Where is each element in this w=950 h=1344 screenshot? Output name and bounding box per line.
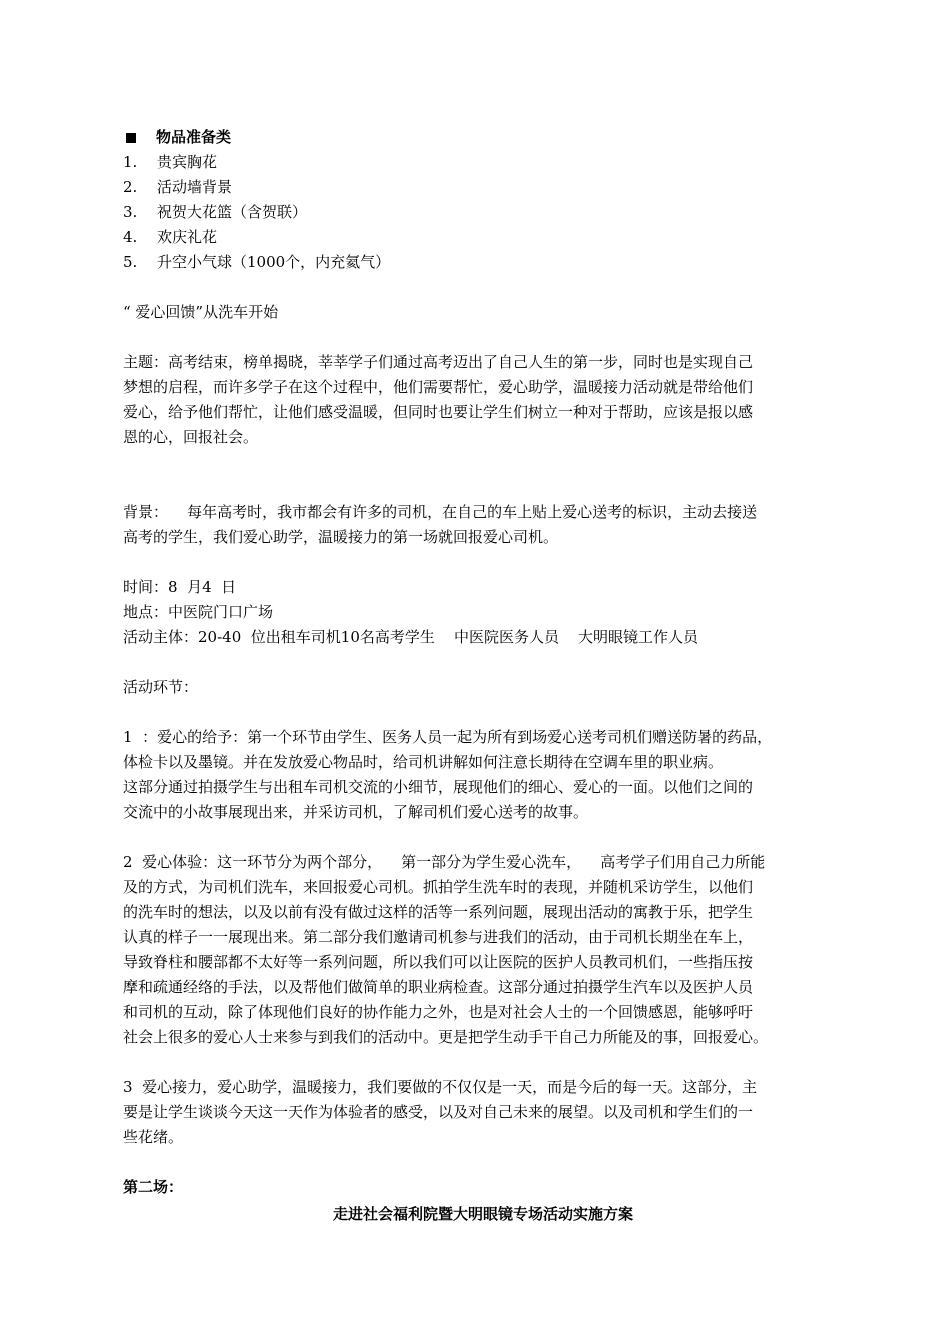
items-heading — [123, 125, 843, 150]
background-paragraph: 背景： 每年高考时，我市都会有许多的司机，在自己的车上贴上爱心送考的标识，主动去接送 高考的学生，我们爱心助学，温暖接力的第一场就回报爱心司机。 — [123, 503, 758, 546]
second-session-title: 走进社会福利院暨大明眼镜专场活动实施方案 — [332, 1205, 633, 1223]
theme-paragraph: 主题：高考结束，榜单揭晓，莘莘学子们通过高考迈出了自己人生的第一步，同时也是实现自己 梦想的启程，而许多学子在这个过程中，他们需要帮忙，爱心助学，温暖接力活动就是带给他们 爱心，给予他们帮忙，让他们感受温暖，但同时也要让学生们树立一种对于帮助，应该是报以感 恩的心，回报社会。 — [123, 353, 754, 446]
square-bullet-icon — [126, 133, 136, 143]
segments-label: 活动环节： — [123, 678, 199, 696]
list-item: 4. 欢庆礼花 — [123, 228, 218, 246]
event-title: “ 爱心回馈”从洗车开始 — [123, 303, 279, 321]
event-time: 时间：8 月4 日 — [123, 578, 237, 596]
items-heading-text: 物品准备类 — [156, 128, 232, 146]
list-item: 1. 贵宾胸花 — [123, 153, 218, 171]
list-item: 3. 祝贺大花篮（含贺联） — [123, 203, 308, 221]
event-place: 地点：中医院门口广场 — [123, 603, 274, 621]
document-body — [123, 125, 843, 1227]
second-session-label: 第二场： — [123, 1178, 184, 1196]
list-item: 5. 升空小气球（1000个，内充氦气） — [123, 253, 391, 271]
segment-1-paragraph: 1 ：爱心的给予：第一个环节由学生、医务人员一起为所有到场爱心送考司机们赠送防暑的药品， 体检卡以及墨镜。并在发放爱心物品时，给司机讲解如何注意长期待在空调车里的职业病。 这部分通过拍摄学生与出租车司机交流的小细节，展现他们的细心、爱心的一面。以他们之间的 交流中的小故事展现出来，并采访司机，了解司机们爱心送考的故事。 — [123, 728, 773, 821]
segment-3-paragraph: 3 爱心接力，爱心助学，温暖接力，我们要做的不仅仅是一天，而是今后的每一天。这部分，主 要是让学生谈谈今天这一天作为体验者的感受，以及对自己未来的展望。以及司机和学生们的一 些花绪。 — [123, 1078, 758, 1146]
event-participants: 活动主体：20-40 位出租车司机10名高考学生 中医院医务人员 大明眼镜工作人员 — [123, 628, 699, 646]
segment-2-paragraph: 2 爱心体验：这一环节分为两个部分， 第一部分为学生爱心洗车， 高考学子们用自己力所能 及的方式，为司机们洗车，来回报爱心司机。抓拍学生洗车时的表现，并随机采访学生，以他们 的洗车时的想法，以及以前有没有做过这样的活等一系列问题，展现出活动的寓教于乐，把学生 认真的样子一一展现出来。第二部分我们邀请司机参与进我们的活动，由于司机长期坐在车上， 导致脊柱和腰部都不太好等一系列问题，所以我们可以让医院的医护人员教司机们，一些指压按 摩和疏通经络的手法，以及帮他们做简单的职业病检查。这部分通过拍摄学生汽车以及医护人员 和司机的互动，除了体现他们良好的协作能力之外，也是对社会人士的一个回馈感恩，能够呼吁 社会上很多的爱心人士来参与到我们的活动中。更是把学生动手干自己力所能及的事，回报爱心。 — [123, 853, 769, 1046]
list-item: 2. 活动墙背景 — [123, 178, 233, 196]
